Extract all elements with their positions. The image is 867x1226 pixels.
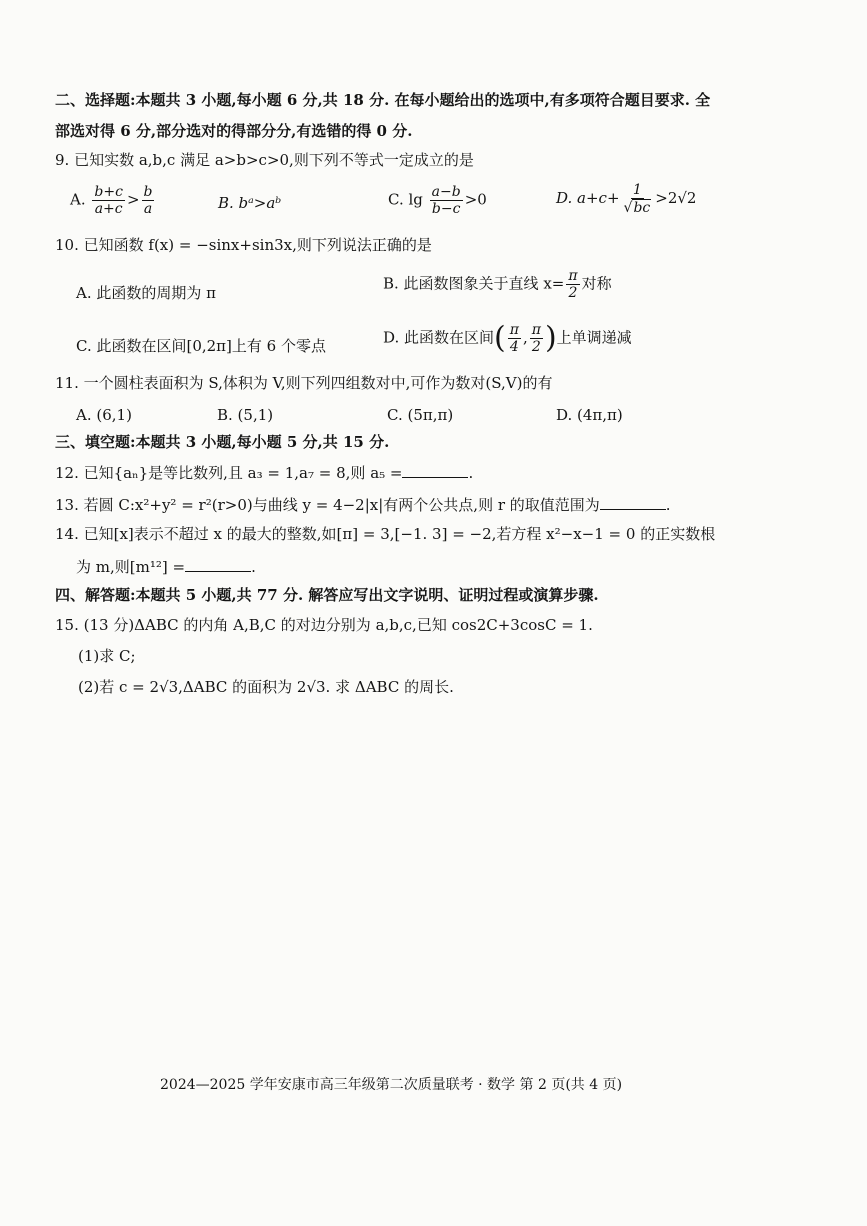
question-11-option-d: D. (4π,π)	[556, 406, 623, 424]
option-d-text-end: 上单调递减	[556, 328, 632, 347]
denominator: 2	[568, 285, 578, 302]
fraction	[530, 322, 543, 355]
question-11-option-a: A. (6,1)	[76, 406, 132, 424]
fraction	[92, 184, 125, 217]
fraction	[508, 322, 521, 355]
denominator: 4	[509, 339, 519, 356]
question-12	[55, 465, 473, 481]
comma: ,	[522, 328, 528, 347]
question-9-option-d	[556, 182, 696, 216]
option-b-text: B. 此函数图象关于直线 x=	[383, 274, 565, 293]
fraction	[142, 184, 155, 217]
numerator: π	[568, 268, 578, 284]
denominator: a+c	[94, 201, 123, 218]
left-paren: (	[494, 320, 506, 356]
radicand: bc	[633, 200, 651, 217]
question-10-option-d	[383, 322, 632, 355]
question-13-text: 13. 若圆 C:x²+y² = r²(r>0)与曲线 y = 4−2|x|有两个公共点,则 r 的取值范围为	[55, 496, 600, 514]
answer-blank[interactable]	[185, 559, 251, 572]
question-10-stem: 10. 已知函数 f(x) = −sinx+sin3x,则下列说法正确的是	[55, 236, 432, 254]
period: .	[665, 496, 671, 514]
question-11-option-b: B. (5,1)	[217, 406, 274, 424]
option-a-label: A.	[70, 190, 86, 209]
question-15-part-2: (2)若 c = 2√3,ΔABC 的面积为 2√3. 求 ΔABC 的周长.	[78, 678, 454, 696]
option-c-label: C. lg	[388, 190, 423, 209]
question-10-option-c: C. 此函数在区间[0,2π]上有 6 个零点	[76, 337, 326, 355]
relation: >0	[464, 190, 487, 209]
question-9-option-a	[70, 184, 156, 217]
relation: >	[126, 190, 140, 209]
option-d-label: D. a+c+	[556, 189, 620, 208]
right-paren: )	[544, 320, 557, 356]
question-13	[55, 497, 671, 513]
page-footer: 2024—2025 学年安康市高三年级第二次质量联考 · 数学 第 2 页(共 4 页)	[160, 1077, 623, 1093]
question-11-stem: 11. 一个圆柱表面积为 S,体积为 V,则下列四组数对中,可作为数对(S,V)的有	[55, 374, 553, 392]
question-10-option-a: A. 此函数的周期为 π	[76, 284, 216, 302]
question-9-option-c	[388, 184, 487, 217]
answer-blank[interactable]	[402, 465, 468, 478]
question-14-line-1: 14. 已知[x]表示不超过 x 的最大的整数,如[π] = 3,[−1. 3] = −2,若方程 x²−x−1 = 0 的正实数根	[55, 525, 716, 543]
numerator: π	[531, 322, 541, 338]
question-10-option-b	[383, 268, 612, 301]
fraction	[566, 268, 579, 301]
section-2-title-cont: 部选对得 6 分,部分选对的得部分分,有选错的得 0 分.	[55, 122, 413, 140]
numerator: b+c	[94, 184, 123, 200]
question-11-option-c: C. (5π,π)	[387, 406, 454, 424]
denominator: a	[143, 201, 153, 218]
period: .	[251, 558, 256, 576]
numerator: b	[143, 184, 153, 200]
option-d-text: D. 此函数在区间	[383, 328, 495, 347]
question-15-stem: 15. (13 分)ΔABC 的内角 A,B,C 的对边分别为 a,b,c,已知 cos2C+3cosC = 1.	[55, 616, 593, 634]
period: .	[468, 464, 474, 482]
denominator: 2	[531, 339, 541, 356]
question-15-part-1: (1)求 C;	[78, 647, 136, 665]
answer-blank[interactable]	[600, 497, 666, 510]
numerator: 1	[632, 182, 642, 198]
section-3-title: 三、填空题:本题共 3 小题,每小题 5 分,共 15 分.	[55, 433, 390, 451]
question-14-line-2	[76, 559, 256, 575]
fraction	[622, 182, 654, 216]
question-12-text: 12. 已知{aₙ}是等比数列,且 a₃ = 1,a₇ = 8,则 a₅ =	[55, 464, 403, 482]
denominator	[622, 199, 654, 216]
option-b-text-end: 对称	[581, 274, 612, 293]
sqrt-sign: √	[623, 200, 633, 217]
fraction	[430, 184, 463, 217]
question-9-option-b: B. bᵃ>aᵇ	[218, 194, 282, 212]
relation: >2√2	[655, 189, 697, 208]
denominator: b−c	[431, 201, 461, 218]
section-4-title: 四、解答题:本题共 5 小题,共 77 分. 解答应写出文字说明、证明过程或演算步骤.	[55, 586, 599, 604]
numerator: π	[509, 322, 519, 338]
question-9-stem: 9. 已知实数 a,b,c 满足 a>b>c>0,则下列不等式一定成立的是	[55, 151, 474, 169]
numerator: a−b	[431, 184, 461, 200]
question-14-text: 为 m,则[m¹²] =	[76, 558, 186, 576]
section-2-title: 二、选择题:本题共 3 小题,每小题 6 分,共 18 分. 在每小题给出的选项中,有多项符合题目要求. 全	[55, 91, 711, 109]
